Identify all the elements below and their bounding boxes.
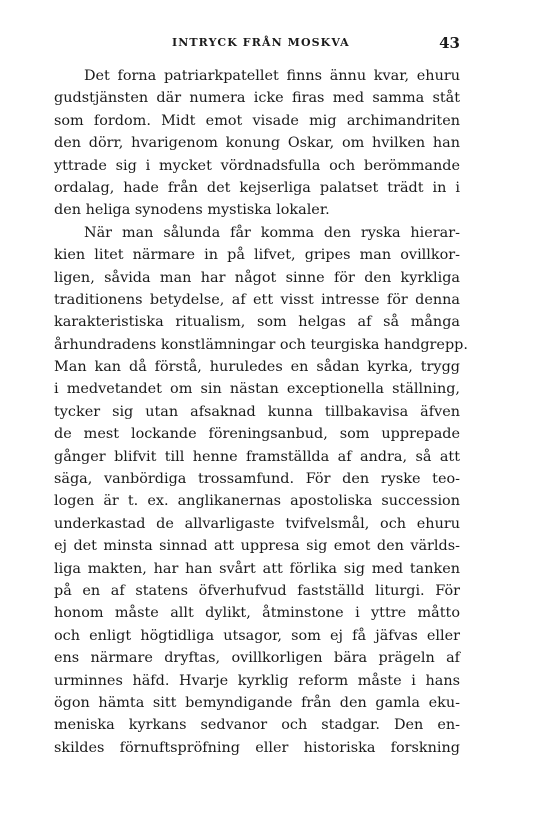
text-line: liga makten, har han svårt att förlika sig med tanken bbox=[54, 560, 460, 577]
text-line: de mest lockande föreningsanbud, som upprepade bbox=[54, 426, 460, 443]
text-line: karakteristiska ritualism, som helgas af så många bbox=[54, 314, 460, 331]
text-line: ej det minsta sinnad att uppresa sig emot den världs- bbox=[54, 538, 460, 555]
text-line: århundradens konstlämningar och teurgiska handgrepp. bbox=[54, 336, 468, 353]
text-line: på en af statens öfverhufvud fastställd liturgi. För bbox=[54, 582, 460, 599]
page-number: 43 bbox=[439, 34, 460, 52]
book-page bbox=[54, 34, 468, 759]
body-text bbox=[54, 65, 468, 759]
running-header bbox=[54, 36, 460, 58]
text-line: säga, vanbördiga trossamfund. För den ryske teo- bbox=[54, 471, 460, 488]
text-line: ordalag, hade från det kejserliga palatset trädt in i bbox=[54, 179, 460, 196]
text-line: i medvetandet om sin nästan exceptionella ställning, bbox=[54, 381, 460, 398]
text-line: yttrade sig i mycket vördnadsfulla och berömmande bbox=[54, 157, 460, 174]
paragraph-2 bbox=[54, 222, 468, 759]
text-line: gånger blifvit till henne framställda af andra, så att bbox=[54, 448, 460, 465]
text-line: Man kan då förstå, huruledes en sådan kyrka, trygg bbox=[54, 359, 460, 376]
text-line: gudstjänsten där numera icke firas med samma ståt bbox=[54, 90, 460, 107]
text-line: kien litet närmare in på lifvet, gripes man ovillkor- bbox=[54, 247, 460, 264]
text-line: När man sålunda får komma den ryska hierar- bbox=[84, 224, 460, 241]
text-line: tycker sig utan afsaknad kunna tillbakavisa äfven bbox=[54, 403, 460, 420]
text-line: och enligt högtidliga utsagor, som ej få jäfvas eller bbox=[54, 627, 460, 644]
text-line: traditionens betydelse, af ett visst intresse för denna bbox=[54, 291, 460, 308]
paragraph-1 bbox=[54, 65, 460, 222]
text-line: ens närmare dryftas, ovillkorligen bära prägeln af bbox=[54, 650, 460, 667]
text-line: honom måste allt dylikt, åtminstone i yttre måtto bbox=[54, 605, 460, 622]
text-line: meniska kyrkans sedvanor och stadgar. Den en- bbox=[54, 717, 460, 734]
text-line: den heliga synodens mystiska lokaler. bbox=[54, 202, 330, 219]
text-line: urminnes häfd. Hvarje kyrklig reform måste i hans bbox=[54, 672, 460, 689]
text-line: Det forna patriarkpatellet finns ännu kvar, ehuru bbox=[84, 68, 460, 84]
text-line: ligen, såvida man har något sinne för den kyrkliga bbox=[54, 269, 460, 286]
text-line: logen är t. ex. anglikanernas apostoliska succession bbox=[54, 493, 460, 510]
text-line: underkastad de allvarligaste tvifvelsmål, och ehuru bbox=[54, 515, 460, 532]
text-line: ögon hämta sitt bemyndigande från den gamla eku- bbox=[54, 694, 460, 711]
text-line: som fordom. Midt emot visade mig archimandriten bbox=[54, 112, 460, 129]
text-line: skildes förnuftspröfning eller historiska forskning bbox=[54, 739, 460, 756]
text-line: den dörr, hvarigenom konung Oskar, om hvilken han bbox=[54, 135, 460, 152]
running-title: INTRYCK FRÅN MOSKVA bbox=[172, 36, 350, 49]
